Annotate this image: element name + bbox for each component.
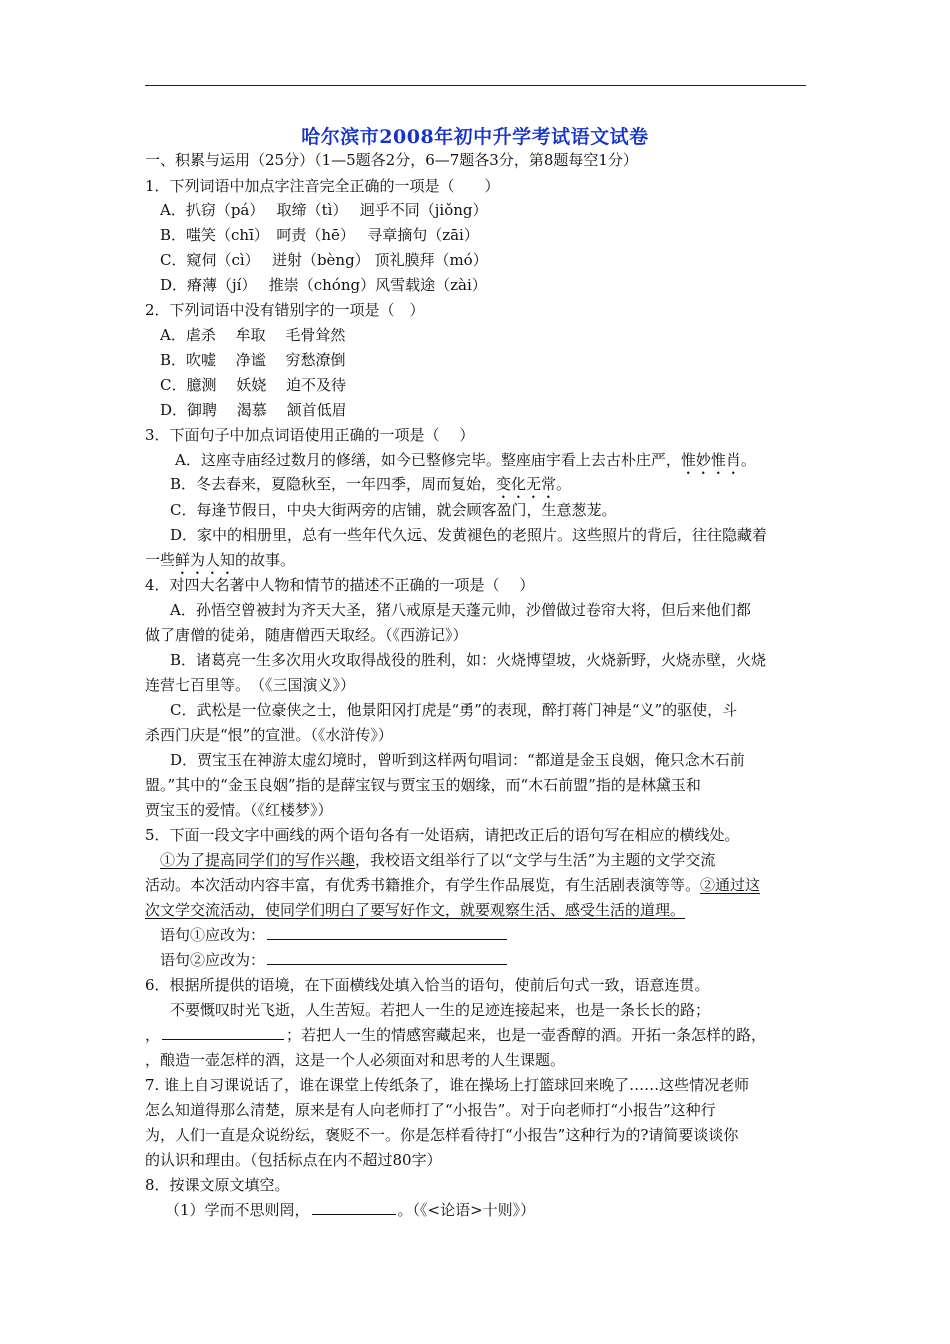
- question-2-option-d: D．御聘 渴慕 颔首低眉: [160, 401, 347, 419]
- question-1-option-c: C．窥伺（cì） 迸射（bèng） 顶礼膜拜（mó）: [160, 251, 488, 269]
- question-5-passage-line2: [145, 875, 760, 895]
- question-7-line2: 怎么知道得那么清楚，原来是有人向老师打了“小报告”。对于向老师打“小报告”这种行: [145, 1101, 716, 1119]
- option-text: A．这座寺庙经过数月的修缮，如今已整修完毕。整座庙宇看上去古朴庄严，: [175, 451, 681, 469]
- question-4-option-c-line2: 杀西门庆是“恨”的宣泄。（《水浒传》）: [145, 726, 393, 744]
- question-6-line1: 不要慨叹时光飞逝，人生苦短。若把人一生的足迹连接起来，也是一条长长的路；: [170, 1001, 711, 1019]
- question-2-option-b: B．吹嘘 净谧 穷愁潦倒: [160, 351, 346, 369]
- question-7-line1: 7. 谁上自习课说话了，谁在课堂上传纸条了，谁在操场上打篮球回来晚了……这些情况老师: [145, 1076, 750, 1094]
- passage-text: ，我校语文组举行了以“文学与生活”为主题的文学交流: [355, 851, 716, 869]
- option-text: 一些: [145, 551, 176, 569]
- answer-blank-1[interactable]: [267, 939, 507, 940]
- question-5-answer-2: [160, 950, 509, 970]
- underlined-sentence-1: ①为了提高同学们的写作兴趣: [160, 851, 356, 869]
- passage-text: ；若把人一生的情感窖藏起来，也是一壶香醇的酒。开拓一条怎样的路，: [286, 1026, 767, 1044]
- question-5-stem: 5．下面一段文字中画线的两个语句各有一处语病，请把改正后的语句写在相应的横线处。: [145, 826, 740, 844]
- question-2-option-c: C．臆测 妖娆 迫不及待: [160, 376, 347, 394]
- dotted-word: 鲜为人知: [175, 551, 236, 569]
- question-5-passage-line3: [145, 900, 685, 920]
- question-3-option-d-line2: [145, 550, 295, 578]
- header-rule: [145, 85, 806, 86]
- option-end: 的故事。: [235, 551, 296, 569]
- question-5-answer-1: [160, 925, 509, 945]
- question-4-option-a-line1: A．孙悟空曾被封为齐天大圣，猪八戒原是天蓬元帅，沙僧做过卷帘大将，但后来他们都: [170, 601, 751, 619]
- question-6-line3: ，酿造一壶怎样的酒，这是一个人必须面对和思考的人生课题。: [145, 1051, 566, 1069]
- answer-label: 语句②应改为：: [160, 951, 266, 969]
- answer-blank-8-1[interactable]: [312, 1214, 396, 1215]
- question-3-option-c: C．每逢节假日，中央大街两旁的店铺，就会顾客盈门，生意葱茏。: [170, 501, 617, 519]
- passage-text: 活动。本次活动内容丰富，有优秀书籍推介，有学生作品展览，有生活剧表演等等。: [145, 876, 701, 894]
- question-4-option-d-line3: 贾宝玉的爱情。（《红楼梦》）: [145, 801, 333, 819]
- passage-text: 。（《<论语>十则》）: [397, 1201, 536, 1219]
- question-3-option-b: [170, 474, 571, 502]
- dotted-word: 变化无常: [496, 475, 557, 493]
- question-8-stem: 8．按课文原文填空。: [145, 1176, 290, 1194]
- option-end: 。: [740, 451, 756, 469]
- answer-blank-2[interactable]: [267, 964, 507, 965]
- option-text: B．冬去春来，夏隐秋至，一年四季，周而复始，: [170, 475, 497, 493]
- option-end: 。: [556, 475, 572, 493]
- question-2-option-a: A．虐杀 牟取 毛骨耸然: [160, 326, 346, 344]
- question-4-option-d-line1: D．贾宝玉在神游太虚幻境时，曾听到这样两句唱词：“都道是金玉良姻，俺只念木石前: [170, 751, 745, 769]
- question-4-option-b-line2: 连营七百里等。 （《三国演义》）: [145, 676, 356, 694]
- question-8-item-1: [165, 1200, 535, 1220]
- question-5-passage-line1: [160, 850, 715, 870]
- question-4-option-b-line1: B．诸葛亮一生多次用火攻取得战役的胜利，如：火烧博望坡，火烧新野，火烧赤壁，火烧: [170, 651, 767, 669]
- question-1-option-d: D．瘠薄（jí） 推崇（chóng）风雪载途（zài）: [160, 276, 487, 294]
- question-4-option-a-line2: 做了唐僧的徒弟，随唐僧西天取经。（《西游记》）: [145, 626, 468, 644]
- answer-label: 语句①应改为：: [160, 926, 266, 944]
- dotted-word: 惟妙惟肖: [680, 451, 741, 469]
- question-1-option-b: B．嗤笑（chī） 呵责（hē） 寻章摘句（zāi）: [160, 226, 479, 244]
- question-6-line2: [145, 1025, 766, 1045]
- passage-text: ，: [145, 1026, 161, 1044]
- passage-text: （1）学而不思则罔，: [165, 1201, 310, 1219]
- underlined-sentence-2-cont: 次文学交流活动，使同学们明白了要写好作文，就要观察生活、感受生活的道理。: [145, 901, 686, 919]
- answer-blank-6[interactable]: [162, 1039, 284, 1040]
- question-7-line4: 的认识和理由。（包括标点在内不超过80字）: [145, 1151, 442, 1169]
- question-4-option-c-line1: C．武松是一位豪侠之士，他景阳冈打虎是“勇”的表现，醉打蒋门神是“义”的驱使，斗: [170, 701, 738, 719]
- question-2-stem: 2．下列词语中没有错别字的一项是（ ）: [145, 301, 425, 319]
- question-1-option-a: A．扒窃（pá） 取缔（tì） 迥乎不同（jiǒng）: [160, 201, 488, 219]
- question-7-line3: 为，人们一直是众说纷纭，褒贬不一。你是怎样看待打“小报告”这种行为的?请简要谈谈你: [145, 1126, 739, 1144]
- question-1-stem: 1．下列词语中加点字注音完全正确的一项是（ ）: [145, 177, 500, 195]
- question-3-stem: 3．下面句子中加点词语使用正确的一项是（ ）: [145, 426, 475, 444]
- section-heading: 一、积累与运用（25分）（1—5题各2分，6—7题各3分，第8题每空1分）: [145, 151, 638, 169]
- question-6-stem: 6．根据所提供的语境，在下面横线处填入恰当的语句，使前后句式一致，语意连贯。: [145, 976, 710, 994]
- question-4-stem: 4．对四大名著中人物和情节的描述不正确的一项是（ ）: [145, 576, 535, 594]
- underlined-sentence-2: ②通过这: [700, 876, 761, 894]
- question-3-option-d-line1: D．家中的相册里，总有一些年代久远、发黄褪色的老照片。这些照片的背后，往往隐藏着: [170, 526, 768, 544]
- question-4-option-d-line2: 盟。”其中的“金玉良姻”指的是薛宝钗与贾宝玉的姻缘，而“木石前盟”指的是林黛玉和: [145, 776, 701, 794]
- page-title: 哈尔滨市2008年初中升学考试语文试卷: [301, 126, 649, 148]
